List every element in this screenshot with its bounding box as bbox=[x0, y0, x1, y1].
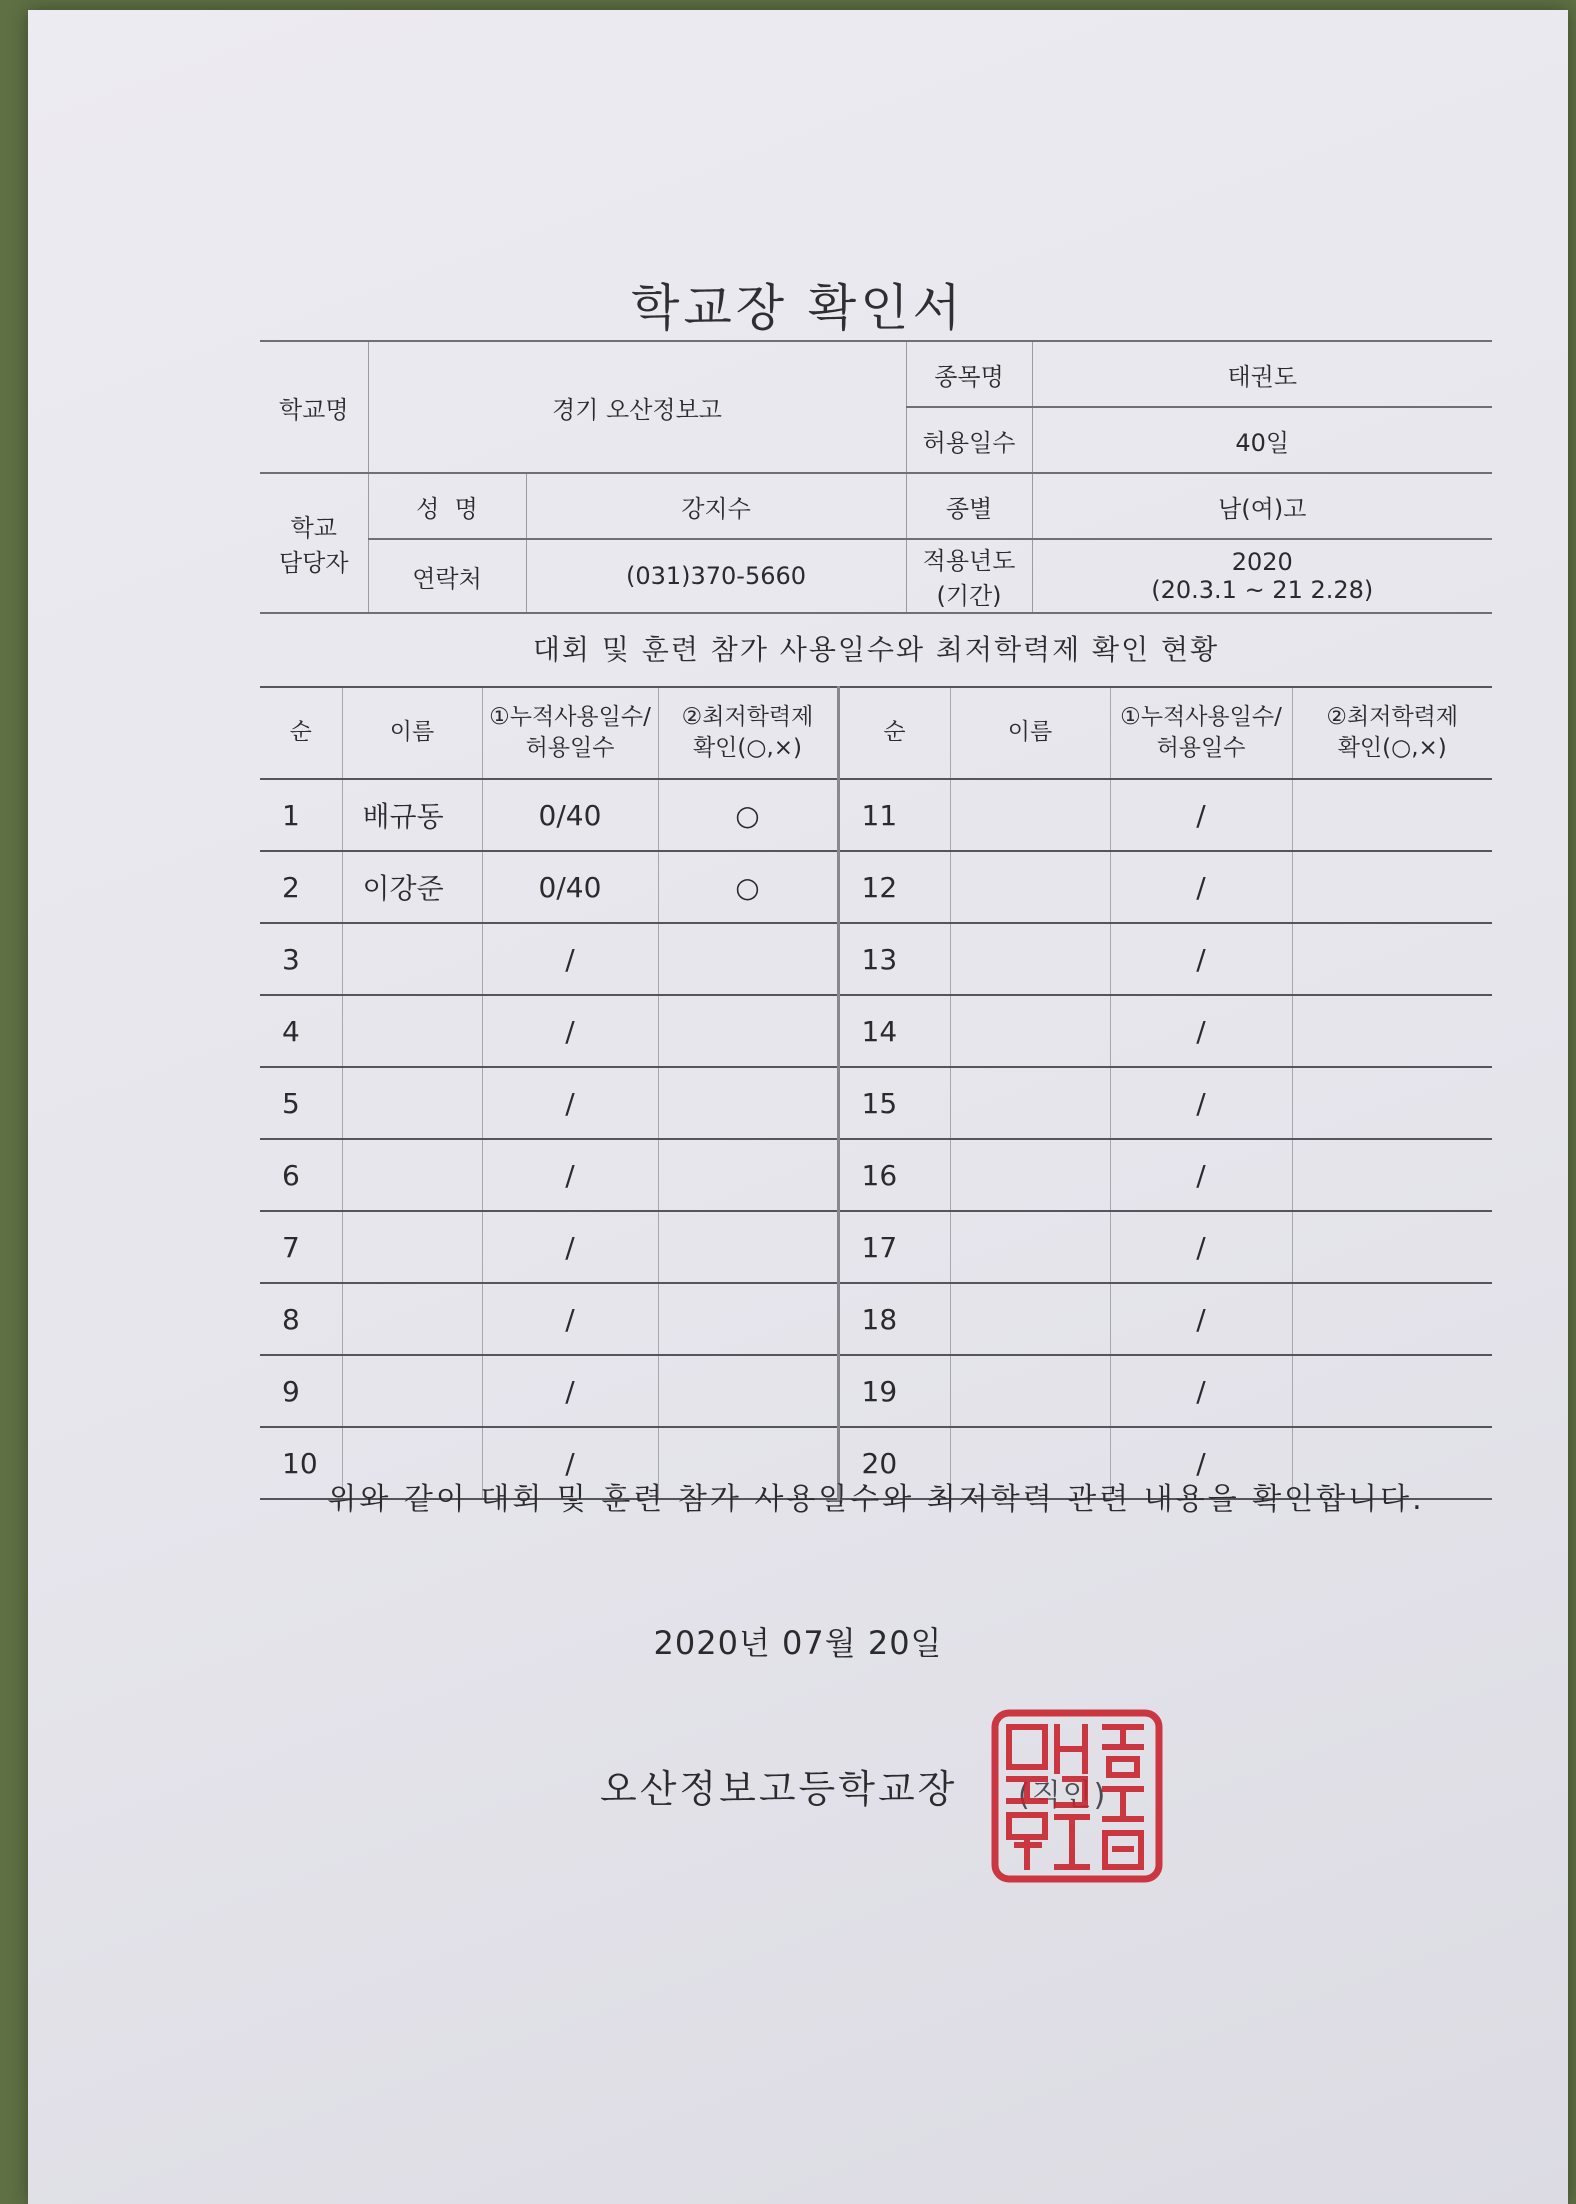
principal-name: 오산정보고등학교장 bbox=[600, 1767, 958, 1811]
sport-value: 태권도 bbox=[1032, 341, 1492, 407]
header-days-line1: ①누적사용일수/ bbox=[489, 703, 651, 730]
row-check-2 bbox=[1292, 1283, 1492, 1355]
sport-label: 종목명 bbox=[906, 341, 1032, 407]
row-name: 배규동 bbox=[342, 779, 482, 851]
manager-label-line2: 담당자 bbox=[278, 549, 349, 577]
table-row bbox=[260, 1211, 1492, 1283]
row-days: 0/40 bbox=[482, 851, 658, 923]
table-row bbox=[260, 779, 1492, 851]
year-value-cell bbox=[1032, 539, 1492, 613]
row-no-2: 18 bbox=[838, 1283, 950, 1355]
row-no: 4 bbox=[260, 995, 342, 1067]
row-days: / bbox=[482, 1139, 658, 1211]
row-name-2 bbox=[950, 995, 1110, 1067]
row-name-2 bbox=[950, 923, 1110, 995]
row-check-2 bbox=[1292, 779, 1492, 851]
header-days-line2: 허용일수 bbox=[525, 735, 615, 761]
header-no: 순 bbox=[260, 687, 342, 779]
row-days-2: / bbox=[1110, 851, 1292, 923]
row-days: / bbox=[482, 1211, 658, 1283]
row-check-2 bbox=[1292, 923, 1492, 995]
row-days-2: / bbox=[1110, 1427, 1292, 1499]
sign-label: (직인) bbox=[1018, 1778, 1108, 1813]
days-value: 40일 bbox=[1032, 407, 1492, 473]
header-days-2-line1: ①누적사용일수/ bbox=[1120, 703, 1282, 730]
school-label: 학교명 bbox=[260, 341, 368, 473]
row-no: 8 bbox=[260, 1283, 342, 1355]
row-check-2 bbox=[1292, 1139, 1492, 1211]
header-check-line2: 확인(○,×) bbox=[692, 735, 803, 761]
row-days-2: / bbox=[1110, 1139, 1292, 1211]
row-no: 1 bbox=[260, 779, 342, 851]
row-name-2 bbox=[950, 1067, 1110, 1139]
row-no: 7 bbox=[260, 1211, 342, 1283]
row-days: / bbox=[482, 1067, 658, 1139]
row-check-2 bbox=[1292, 851, 1492, 923]
row-no: 6 bbox=[260, 1139, 342, 1211]
confirm-text: 위와 같이 대회 및 훈련 참가 사용일수와 최저학력 관련 내용을 확인합니다. bbox=[327, 1482, 1425, 1517]
row-name bbox=[342, 1139, 482, 1211]
info-table bbox=[260, 340, 1492, 614]
table-row bbox=[260, 851, 1492, 923]
row-check bbox=[658, 923, 838, 995]
row-check bbox=[658, 1355, 838, 1427]
header-no-2: 순 bbox=[838, 687, 950, 779]
official-seal bbox=[989, 1707, 1165, 1885]
table-row bbox=[260, 1355, 1492, 1427]
row-check: ○ bbox=[658, 779, 838, 851]
row-days: / bbox=[482, 923, 658, 995]
header-check-line1: ②최저학력제 bbox=[681, 703, 814, 730]
year-label-line1: 적용년도 bbox=[922, 547, 1016, 575]
table-row bbox=[260, 995, 1492, 1067]
period-value: (20.3.1 ~ 21 2.28) bbox=[1151, 576, 1374, 604]
manager-label bbox=[260, 473, 368, 613]
row-check bbox=[658, 1283, 838, 1355]
days-label: 허용일수 bbox=[906, 407, 1032, 473]
header-name-2: 이름 bbox=[950, 687, 1110, 779]
row-no-2: 11 bbox=[838, 779, 950, 851]
table-row bbox=[260, 1283, 1492, 1355]
school-value: 경기 오산정보고 bbox=[368, 341, 906, 473]
gender-label: 종별 bbox=[906, 473, 1032, 539]
row-no-2: 13 bbox=[838, 923, 950, 995]
document-page bbox=[28, 10, 1568, 2204]
row-name-2 bbox=[950, 779, 1110, 851]
row-name-2 bbox=[950, 851, 1110, 923]
row-days-2: / bbox=[1110, 1211, 1292, 1283]
row-name bbox=[342, 1067, 482, 1139]
row-days-2: / bbox=[1110, 923, 1292, 995]
header-days-2-line2: 허용일수 bbox=[1156, 735, 1246, 761]
manager-label-line1: 학교 bbox=[290, 514, 337, 542]
row-no: 10 bbox=[260, 1427, 342, 1499]
table-body bbox=[260, 779, 1492, 1499]
row-check bbox=[658, 1211, 838, 1283]
table-row bbox=[260, 923, 1492, 995]
row-days: / bbox=[482, 995, 658, 1067]
row-check bbox=[658, 995, 838, 1067]
row-check-2 bbox=[1292, 1211, 1492, 1283]
row-days-2: / bbox=[1110, 1355, 1292, 1427]
row-no-2: 20 bbox=[838, 1427, 950, 1499]
row-name-2 bbox=[950, 1355, 1110, 1427]
row-name-2 bbox=[950, 1139, 1110, 1211]
row-no-2: 12 bbox=[838, 851, 950, 923]
row-days: 0/40 bbox=[482, 779, 658, 851]
year-label bbox=[906, 539, 1032, 613]
row-check-2 bbox=[1292, 995, 1492, 1067]
row-no-2: 19 bbox=[838, 1355, 950, 1427]
document-title: 학교장 확인서 bbox=[631, 279, 965, 337]
row-no-2: 14 bbox=[838, 995, 950, 1067]
table-row bbox=[260, 1067, 1492, 1139]
participants-table bbox=[260, 686, 1492, 1500]
row-no: 2 bbox=[260, 851, 342, 923]
row-days: / bbox=[482, 1355, 658, 1427]
row-name-2 bbox=[950, 1283, 1110, 1355]
contact-value: (031)370-5660 bbox=[526, 539, 906, 613]
issue-date: 2020년 07월 20일 bbox=[653, 1624, 943, 1662]
row-name bbox=[342, 1211, 482, 1283]
header-name: 이름 bbox=[342, 687, 482, 779]
row-check-2 bbox=[1292, 1067, 1492, 1139]
row-days-2: / bbox=[1110, 995, 1292, 1067]
header-check-2-line2: 확인(○,×) bbox=[1337, 735, 1447, 761]
row-no: 3 bbox=[260, 923, 342, 995]
row-no-2: 15 bbox=[838, 1067, 950, 1139]
header-check-2-line1: ②최저학력제 bbox=[1326, 703, 1459, 730]
row-name-2 bbox=[950, 1211, 1110, 1283]
section-title: 대회 및 훈련 참가 사용일수와 최저학력제 확인 현황 bbox=[532, 633, 1220, 666]
row-no-2: 17 bbox=[838, 1211, 950, 1283]
table-header-row bbox=[260, 687, 1492, 779]
row-days: / bbox=[482, 1283, 658, 1355]
row-days-2: / bbox=[1110, 1067, 1292, 1139]
header-days-2 bbox=[1110, 687, 1292, 779]
row-days-2: / bbox=[1110, 779, 1292, 851]
row-no-2: 16 bbox=[838, 1139, 950, 1211]
year-label-line2: (기간) bbox=[936, 582, 1002, 610]
row-name: 이강준 bbox=[342, 851, 482, 923]
row-name bbox=[342, 1283, 482, 1355]
name-value: 강지수 bbox=[526, 473, 906, 539]
row-name bbox=[342, 923, 482, 995]
gender-value: 남(여)고 bbox=[1032, 473, 1492, 539]
row-check bbox=[658, 1139, 838, 1211]
row-no: 5 bbox=[260, 1067, 342, 1139]
row-check: ○ bbox=[658, 851, 838, 923]
table-row bbox=[260, 1139, 1492, 1211]
row-name bbox=[342, 1355, 482, 1427]
row-days-2: / bbox=[1110, 1283, 1292, 1355]
header-check-2 bbox=[1292, 687, 1492, 779]
row-check-2 bbox=[1292, 1355, 1492, 1427]
year-value: 2020 bbox=[1231, 548, 1293, 576]
row-name bbox=[342, 995, 482, 1067]
header-days bbox=[482, 687, 658, 779]
contact-label: 연락처 bbox=[368, 539, 526, 613]
row-check bbox=[658, 1067, 838, 1139]
row-no: 9 bbox=[260, 1355, 342, 1427]
row-days: / bbox=[482, 1427, 658, 1499]
name-label: 성 명 bbox=[368, 473, 526, 539]
header-check bbox=[658, 687, 838, 779]
